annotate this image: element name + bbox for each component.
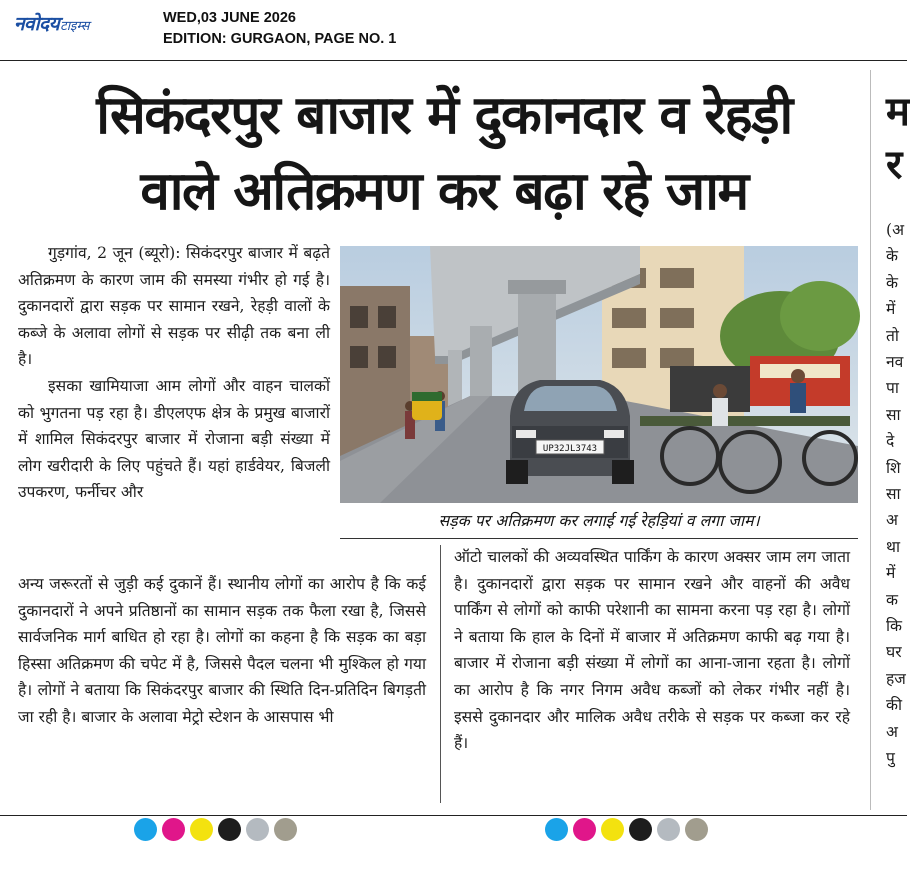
photo-caption: सड़क पर अतिक्रमण कर लगाई गई रेहड़ियां व लगा जाम। <box>438 511 760 530</box>
adjacent-text-line: कि <box>886 617 903 635</box>
adjacent-text-line: के <box>886 273 898 292</box>
registration-color-dot <box>218 818 241 841</box>
registration-color-dot <box>274 818 297 841</box>
adjacent-text-line: हज <box>886 669 906 688</box>
adjacent-text-line: दे <box>886 432 895 451</box>
registration-color-dot <box>190 818 213 841</box>
adjacent-headline-fragment-2: र <box>886 142 903 188</box>
header-divider <box>0 60 907 61</box>
registration-color-dot <box>545 818 568 841</box>
article-column-1 <box>18 240 330 506</box>
column-divider <box>440 545 441 803</box>
registration-color-dot <box>134 818 157 841</box>
adjacent-text-line: के <box>886 247 898 266</box>
adjacent-text-line: (अ <box>886 221 904 239</box>
footer-divider <box>0 815 907 816</box>
adjacent-article-divider <box>870 70 871 810</box>
headline-line-2: वाले अतिक्रमण कर बढ़ा रहे जाम <box>140 161 748 222</box>
car-number-plate: UP32JL3743 <box>542 444 598 454</box>
street-scene-image <box>340 246 858 503</box>
caption-divider <box>340 538 858 539</box>
adjacent-text-line: सा <box>886 485 901 503</box>
headline-line-1: सिकंदरपुर बाजार में दुकानदार व रेहड़ी <box>96 85 792 146</box>
edition-date: WED,03 JUNE 2026 <box>163 10 296 26</box>
adjacent-article-fragment <box>880 0 910 810</box>
registration-marks-right <box>545 818 708 841</box>
registration-color-dot <box>573 818 596 841</box>
news-photo <box>340 246 858 503</box>
registration-color-dot <box>685 818 708 841</box>
registration-color-dot <box>246 818 269 841</box>
article-paragraph-1: गुड़गांव, 2 जून (ब्यूरो): सिकंदरपुर बाजार में बढ़ते अतिक्रमण के कारण जाम की समस्या गंभीर हो गई है। दुकानदारों द्वारा सड़क पर सामान रखने, रेहड़ी वालों के कब्जे के अलावा लोगों से सड़क पर सीढ़ी तक बना ली है। <box>18 244 330 369</box>
adjacent-text-line: नव <box>886 353 904 371</box>
adjacent-text-line: अ <box>886 722 898 741</box>
adjacent-text-line: में <box>886 300 896 319</box>
adjacent-text-line: की <box>886 696 903 715</box>
edition-page: EDITION: GURGAON, PAGE NO. 1 <box>163 31 397 47</box>
logo-sub-text: टाइम्स <box>60 19 90 34</box>
page-header <box>0 0 907 60</box>
adjacent-text-line: सा <box>886 405 901 424</box>
article-column-3: ऑटो चालकों की अव्यवस्थित पार्किंग के कारण अक्सर जाम लग जाता है। दुकानदारों द्वारा सड़क पर सामान रखने और वाहनों की अवैध पार्किंग से लोगों को काफी परेशानी का सामना करना पड़ रहा है। लोगों ने बताया कि हाल के दिनों में बाजार में अतिक्रमण काफी बढ़ गया है। बाजार में रोजाना बड़ी संख्या में लोगों का आना-जाना रहता है। लोगों का आरोप है कि नगर निगम अवैध कब्जों को लेकर गंभीर नहीं है। इससे दुकानदार और मालिक अवैध तरीके से सड़क पर कब्जा कर रहे हैं। <box>454 548 850 753</box>
article-headline <box>16 78 872 230</box>
newspaper-logo <box>14 10 89 36</box>
adjacent-headline-fragment-1: म <box>886 89 910 135</box>
registration-marks-left <box>134 818 297 841</box>
adjacent-text-line: शि <box>886 458 901 477</box>
logo-main-text: नवोदय <box>14 13 60 35</box>
adjacent-text-line: में <box>886 564 896 583</box>
adjacent-text-line: घर <box>886 643 902 662</box>
registration-color-dot <box>657 818 680 841</box>
registration-color-dot <box>629 818 652 841</box>
edition-info <box>163 8 396 50</box>
adjacent-text-line: पा <box>886 379 899 398</box>
adjacent-text-line: तो <box>886 326 899 345</box>
adjacent-text-line: अ <box>886 511 898 530</box>
article-paragraph-2: इसका खामियाजा आम लोगों और वाहन चालकों को भुगतना पड़ रहा है। डीएलएफ क्षेत्र के प्रमुख बाजारों में शामिल सिकंदरपुर बाजार में रोजाना बड़ी संख्या में लोग खरीदारी के लिए पहुंचते हैं। यहां हार्डवेयर, बिजली उपकरण, फर्नीचर और <box>18 376 330 502</box>
adjacent-text-line: था <box>886 537 901 556</box>
registration-color-dot <box>601 818 624 841</box>
adjacent-text-line: क <box>886 590 898 609</box>
article-column-1-continued: अन्य जरूरतों से जुड़ी कई दुकानें हैं। स्थानीय लोगों का आरोप है कि कई दुकानदारों ने अपने प्रतिष्ठानों का सामान सड़क तक फैला रखा है, जिससे सार्वजनिक मार्ग बाधित हो रहा है। लोगों का कहना है कि सड़क का बड़ा हिस्सा अतिक्रमण की चपेट में है, जिससे पैदल चलना भी मुश्किल हो गया है। लोगों ने बताया कि सिकंदरपुर बाजार की स्थिति दिन-प्रतिदिन बिगड़ती जा रही है। बाजार के अलावा मेट्रो स्टेशन के आसपास भी <box>18 575 426 726</box>
adjacent-text-line: पु <box>886 749 895 767</box>
registration-color-dot <box>162 818 185 841</box>
